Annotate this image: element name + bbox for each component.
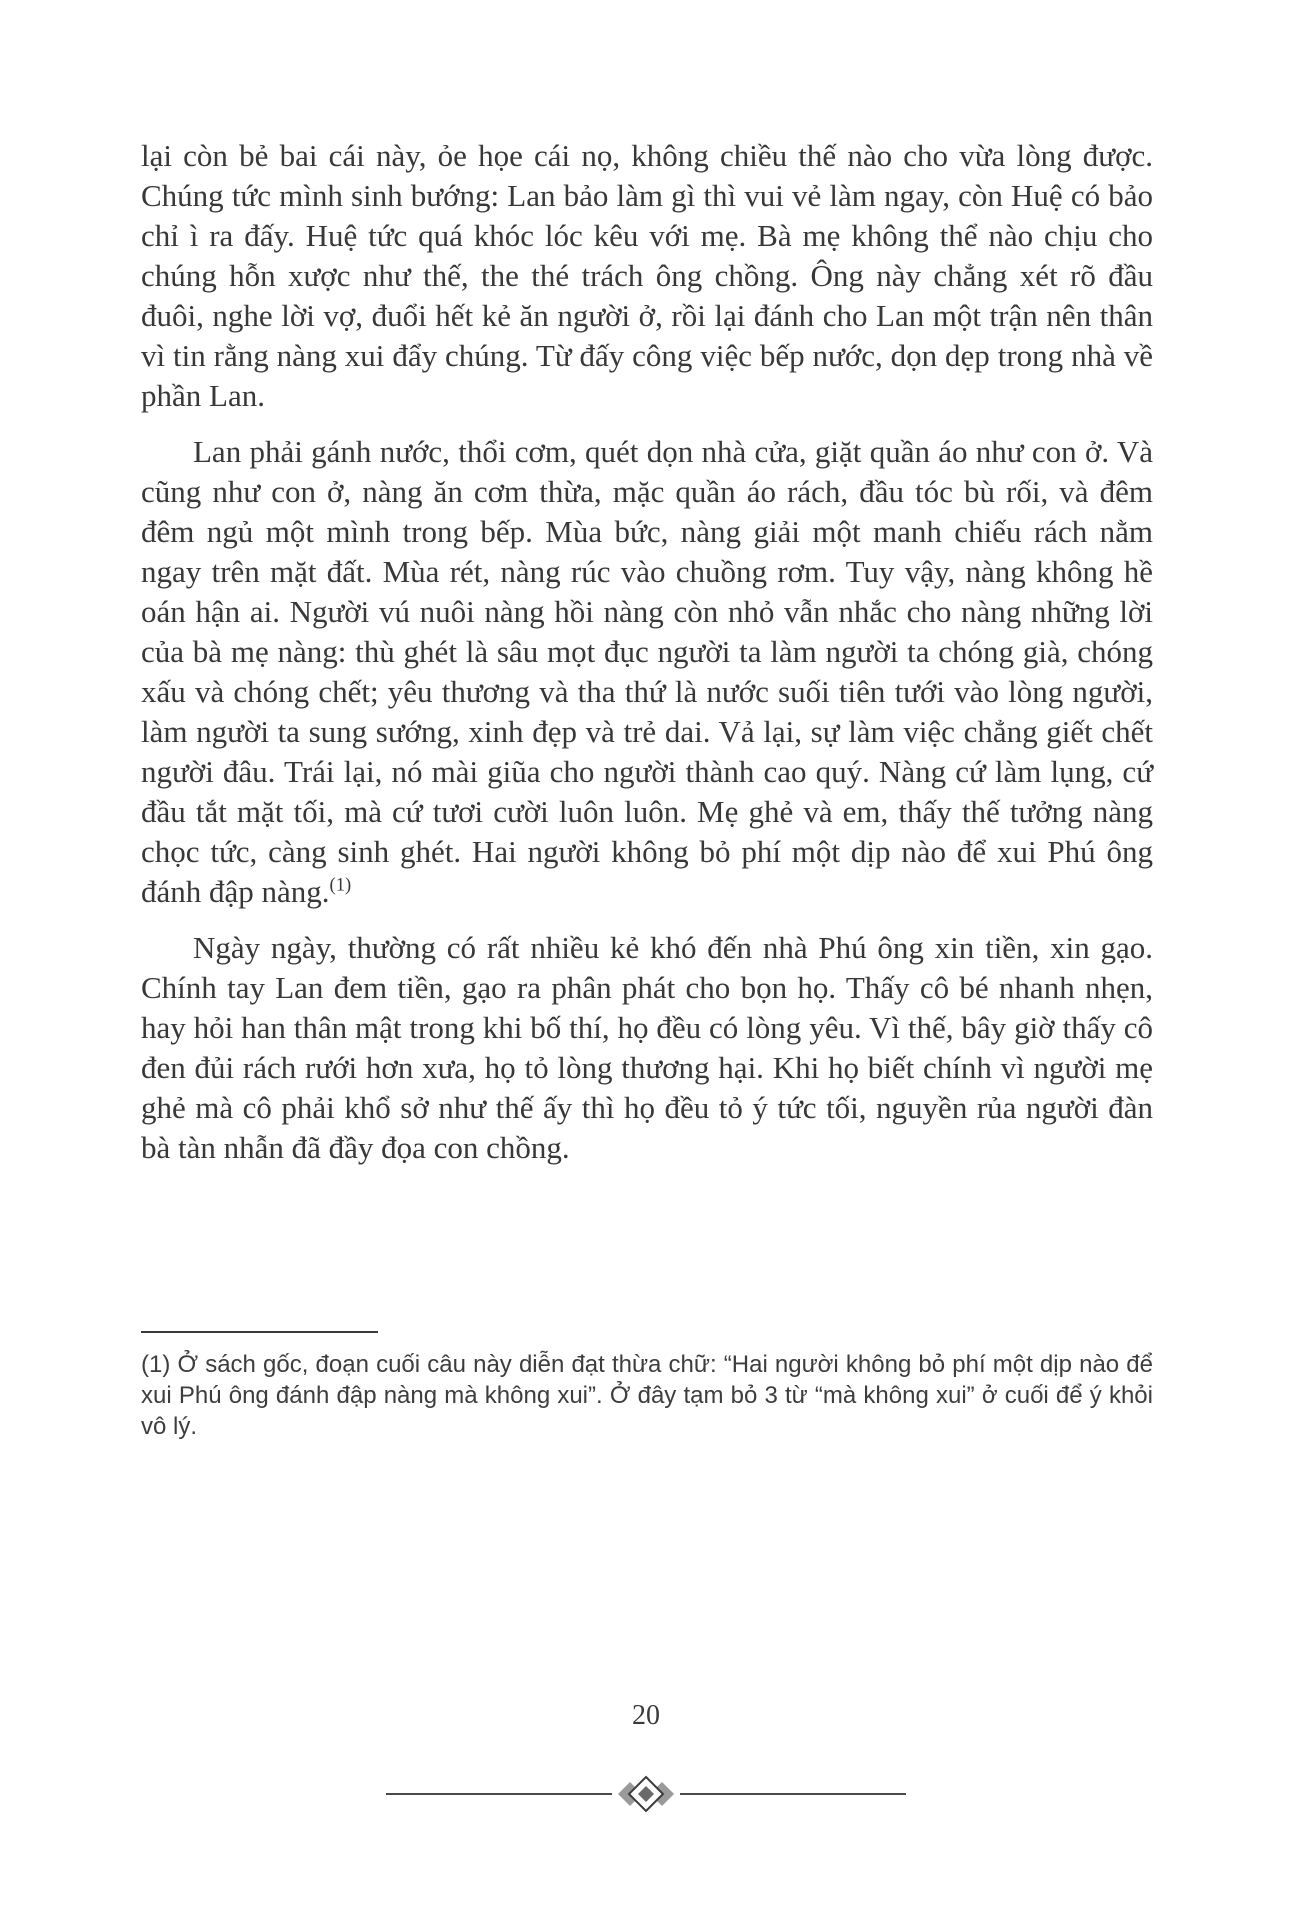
diamond-ornament-icon [386, 1772, 906, 1816]
footnote-reference: (1) [329, 874, 352, 896]
paragraph [141, 432, 1153, 912]
paragraph [141, 928, 1153, 1168]
footnote-text: (1) Ở sách gốc, đoạn cuối câu này diễn đạt thừa chữ: “Hai người không bỏ phí một dịp nào để xui Phú ông đánh đập nàng mà không xui”. Ở đây tạm bỏ 3 từ “mà không xui” ở cuối để ý khỏi vô lý. [141, 1351, 1153, 1440]
footnote-divider [141, 1331, 378, 1333]
text-column [141, 136, 1153, 1168]
paragraph [141, 136, 1153, 416]
page-ornament [0, 1772, 1292, 1816]
paragraph-text: Lan phải gánh nước, thổi cơm, quét dọn nhà cửa, giặt quần áo như con ở. Và cũng như con ở, nàng ăn cơm thừa, mặc quần áo rách, đầu tóc bù rối, và đêm đêm ngủ một mình trong bếp. Mùa bức, nàng giải một manh chiếu rách nằm ngay trên mặt đất. Mùa rét, nàng rúc vào chuồng rơm. Tuy vậy, nàng không hề oán hận ai. Người vú nuôi nàng hồi nàng còn nhỏ vẫn nhắc cho nàng những lời của bà mẹ nàng: thù ghét là sâu mọt đục người ta làm người ta chóng già, chóng xấu và chóng chết; yêu thương và tha thứ là nước suối tiên tưới vào lòng người, làm người ta sung sướng, xinh đẹp và trẻ dai. Vả lại, sự làm việc chẳng giết chết người đâu. Trái lại, nó mài giũa cho người thành cao quý. Nàng cứ làm lụng, cứ đầu tắt mặt tối, mà cứ tươi cười luôn luôn. Mẹ ghẻ và em, thấy thế tưởng nàng chọc tức, càng sinh ghét. Hai người không bỏ phí một dịp nào để xui Phú ông đánh đập nàng. [141, 434, 1153, 909]
page-number: 20 [632, 1700, 660, 1731]
paragraph-text: Ngày ngày, thường có rất nhiều kẻ khó đến nhà Phú ông xin tiền, xin gạo. Chính tay Lan đem tiền, gạo ra phân phát cho bọn họ. Thấy cô bé nhanh nhẹn, hay hỏi han thân mật trong khi bố thí, họ đều có lòng yêu. Vì thế, bây giờ thấy cô đen đủi rách rưới hơn xưa, họ tỏ lòng thương hại. Khi họ biết chính vì người mẹ ghẻ mà cô phải khổ sở như thế ấy thì họ đều tỏ ý tức tối, nguyền rủa người đàn bà tàn nhẫn đã đầy đọa con chồng. [141, 930, 1153, 1165]
paragraph-text: lại còn bẻ bai cái này, ỏe họe cái nọ, không chiều thế nào cho vừa lòng được. Chúng tức mình sinh bướng: Lan bảo làm gì thì vui vẻ làm ngay, còn Huệ có bảo chỉ ì ra đấy. Huệ tức quá khóc lóc kêu với mẹ. Bà mẹ không thể nào chịu cho chúng hỗn xược như thế, the thé trách ông chồng. Ông này chẳng xét rõ đầu đuôi, nghe lời vợ, đuổi hết kẻ ăn người ở, rồi lại đánh cho Lan một trận nên thân vì tin rằng nàng xui đẩy chúng. Từ đấy công việc bếp nước, dọn dẹp trong nhà về phần Lan. [141, 138, 1153, 413]
footnote [141, 1349, 1153, 1442]
